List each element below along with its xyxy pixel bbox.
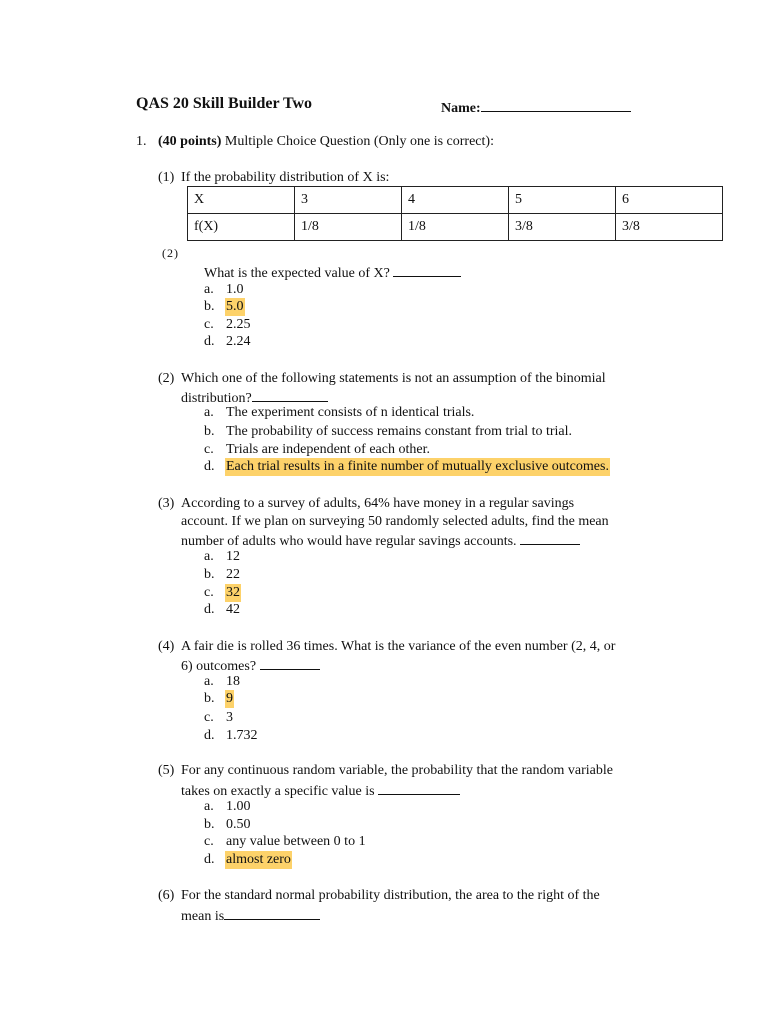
option-letter: a.: [204, 405, 214, 420]
table-cell: 6: [616, 187, 723, 214]
worksheet-title: QAS 20 Skill Builder Two: [136, 95, 313, 112]
item-stem: If the probability distribution of X is:: [181, 170, 390, 185]
item-label: (3): [158, 496, 175, 511]
option-letter: c.: [204, 834, 214, 849]
item-stem-text: mean is: [181, 909, 225, 924]
option-letter: b.: [204, 299, 215, 314]
table-cell: 1/8: [295, 214, 402, 241]
option-text[interactable]: 0.50: [226, 817, 251, 832]
table-cell: 5: [509, 187, 616, 214]
name-label: [441, 97, 631, 118]
table-cell: X: [188, 187, 295, 214]
item-prompt: [204, 262, 461, 283]
answer-blank[interactable]: [224, 905, 320, 920]
item-label: (2): [158, 371, 175, 386]
option-text[interactable]: Trials are independent of each other.: [226, 442, 430, 457]
option-letter: c.: [204, 585, 214, 600]
name-label-text: Name:: [441, 101, 481, 116]
option-text[interactable]: 1.0: [226, 282, 244, 297]
question-intro-text: Multiple Choice Question (Only one is correct):: [224, 134, 494, 149]
option-text[interactable]: 2.24: [226, 334, 251, 349]
option-letter: a.: [204, 282, 214, 297]
item-label: (4): [158, 639, 175, 654]
item-stem-text: takes on exactly a specific value is: [181, 784, 375, 799]
item-label: (5): [158, 763, 175, 778]
answer-blank[interactable]: [378, 780, 460, 795]
item-stem: For the standard normal probability distribution, the area to the right of the: [181, 888, 600, 903]
item-stem-text: number of adults who would have regular savings accounts.: [181, 534, 517, 549]
option-text[interactable]: any value between 0 to 1: [226, 834, 366, 849]
option-letter: d.: [204, 459, 215, 474]
option-letter: d.: [204, 334, 215, 349]
option-text-highlighted[interactable]: almost zero: [226, 852, 291, 867]
question-number: 1.: [136, 134, 147, 149]
item-stem-text: 6) outcomes?: [181, 659, 257, 674]
option-text[interactable]: 2.25: [226, 317, 251, 332]
option-letter: d.: [204, 728, 215, 743]
option-letter: a.: [204, 674, 214, 689]
option-letter: a.: [204, 549, 214, 564]
question-intro: [158, 133, 494, 151]
table-cell: 3/8: [616, 214, 723, 241]
option-text[interactable]: 3: [226, 710, 233, 725]
item-stem-text: distribution?: [181, 391, 252, 406]
option-text[interactable]: 1.00: [226, 799, 251, 814]
option-letter: b.: [204, 424, 215, 439]
table-cell: 3: [295, 187, 402, 214]
answer-blank[interactable]: [520, 530, 580, 545]
option-text[interactable]: The experiment consists of n identical trials.: [226, 405, 475, 420]
option-letter: c.: [204, 317, 214, 332]
table-cell: f(X): [188, 214, 295, 241]
item-stem-line: [181, 655, 320, 676]
option-text[interactable]: The probability of success remains constant from trial to trial.: [226, 424, 573, 439]
item-label: (1): [158, 170, 175, 185]
margin-note: (2): [162, 246, 179, 260]
option-text[interactable]: 12: [226, 549, 240, 564]
option-text-highlighted[interactable]: 32: [226, 585, 240, 600]
option-letter: c.: [204, 710, 214, 725]
option-text-highlighted[interactable]: 9: [226, 691, 233, 706]
option-text-highlighted[interactable]: 5.0: [226, 299, 244, 314]
table-row: [188, 187, 723, 214]
answer-blank[interactable]: [252, 387, 328, 402]
item-prompt-text: What is the expected value of X?: [204, 266, 390, 281]
answer-blank[interactable]: [393, 262, 461, 277]
option-letter: b.: [204, 691, 215, 706]
probability-table: [187, 186, 723, 241]
item-stem: A fair die is rolled 36 times. What is the variance of the even number (2, 4, or: [181, 639, 616, 654]
item-stem: account. If we plan on surveying 50 randomly selected adults, find the mean: [181, 514, 609, 529]
option-letter: d.: [204, 602, 215, 617]
option-letter: c.: [204, 442, 214, 457]
option-letter: b.: [204, 567, 215, 582]
item-stem: Which one of the following statements is not an assumption of the binomial: [181, 371, 606, 386]
table-cell: 3/8: [509, 214, 616, 241]
table-cell: 1/8: [402, 214, 509, 241]
item-stem-line: [181, 530, 580, 551]
points-label: (40 points): [158, 134, 222, 149]
item-label: (6): [158, 888, 175, 903]
option-text-highlighted[interactable]: Each trial results in a finite number of mutually exclusive outcomes.: [226, 459, 609, 474]
option-text[interactable]: 42: [226, 602, 240, 617]
item-stem: For any continuous random variable, the probability that the random variable: [181, 763, 613, 778]
option-text[interactable]: 22: [226, 567, 240, 582]
table-cell: 4: [402, 187, 509, 214]
item-stem-line: [181, 780, 460, 801]
option-letter: b.: [204, 817, 215, 832]
item-stem: According to a survey of adults, 64% have money in a regular savings: [181, 496, 575, 511]
option-letter: d.: [204, 852, 215, 867]
option-text[interactable]: 1.732: [226, 728, 258, 743]
item-stem-line: [181, 905, 320, 926]
option-text[interactable]: 18: [226, 674, 240, 689]
table-row: [188, 214, 723, 241]
option-letter: a.: [204, 799, 214, 814]
answer-blank[interactable]: [260, 655, 320, 670]
name-blank[interactable]: [481, 97, 631, 112]
